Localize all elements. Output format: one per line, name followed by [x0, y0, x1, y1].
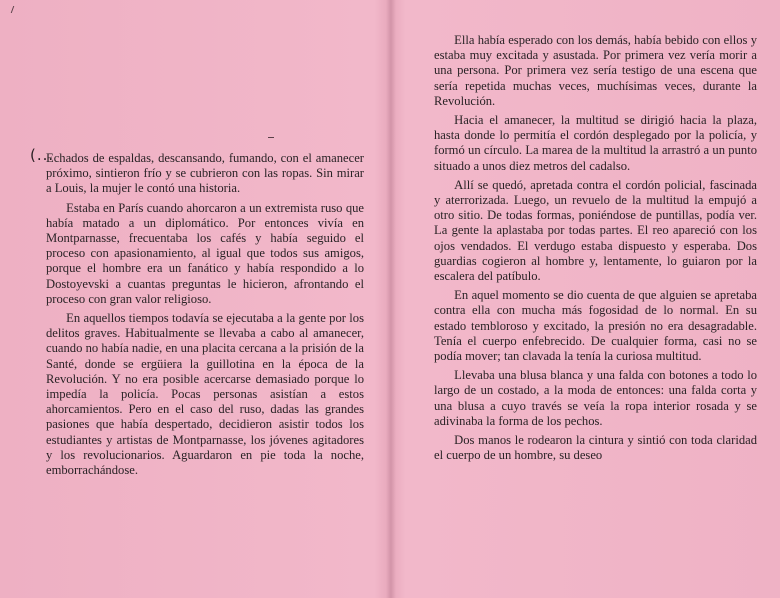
pencil-mark — [11, 6, 20, 13]
right-paragraph-2: Hacia el amanecer, la multitud se dirigió hacia la plaza, hasta donde lo permitía el cordón desplegado por la policía, y formó un círculo. La marea de la multitud la arrastró a un punto situado a unos diez metros del cadalso. — [434, 113, 757, 173]
book-gutter — [386, 0, 396, 598]
right-paragraph-4: En aquel momento se dio cuenta de que alguien se apretaba contra ella con mucha más fogosidad de lo normal. En su estado tembloroso y excitado, la presión no era desagradable. Tenía el cuerpo enfebrecido. De cualquier forma, casi no se podía mover; tan clavada la tenía la curiosa multitud. — [434, 288, 757, 364]
left-paragraph-2: Estaba en París cuando ahorcaron a un extremista ruso que había matado a un diplomático. Por entonces vivía en Montparnasse, frecuentaba los cafés y había seguido el proceso con apasionamiento, al igual que todos sus amigos, porque el hombre era un fanático y había respondido a lo Dostoyevski a cuantas preguntas le hicieron, afrontando el proceso con gran valor religioso. — [46, 200, 364, 306]
left-paragraph-3: En aquellos tiempos todavía se ejecutaba a la gente por los delitos graves. Habitualmente se llevaba a cabo al amanecer, cuando no había nadie, en una placita cercana a la prisión de la Santé, donde se ergüiera la guillotina en la época de la Revolución. Y no era posible acercarse demasiado porque lo impedía la policía. Pocas personas asistían a estos ahorcamientos. Pero en el caso del ruso, dadas las grandes pasiones que había despertado, decidieron asistir todos los estudiantes y artistas de Montparnasse, los jóvenes agitadores y los revolucionarios. Aguardaron en pie toda la noche, emborrachándose. — [46, 311, 364, 478]
right-paragraph-1: Ella había esperado con los demás, había bebido con ellos y estaba muy excitada y asustada. Por primera vez vería morir a una persona. Por primera vez sería testigo de una escena que sería repetida muchas veces, muchísimas veces, durante la Revolución. — [434, 33, 757, 108]
right-page — [434, 33, 757, 467]
handwritten-note: (... — [30, 146, 55, 164]
left-page — [46, 151, 364, 482]
right-paragraph-3: Allí se quedó, apretada contra el cordón policial, fascinada y aterrorizada. Luego, un revuelo de la multitud la empujó a otro sitio. De todas formas, poniéndose de puntillas, podía ver. La gente la aplastaba por todas partes. El reo apareció con los ojos vendados. El verdugo estaba dispuesto y esperaba. Dos guardias cogieron al hombre y, lentamente, lo guiaron por la escalera del patíbulo. — [434, 177, 757, 284]
right-paragraph-6: Dos manos le rodearon la cintura y sintió con toda claridad el cuerpo de un hombre, su deseo — [434, 433, 757, 463]
right-paragraph-5: Llevaba una blusa blanca y una falda con botones a todo lo largo de un costado, a la moda de entonces: una falda corta y una blusa a cuyo través se veía la ropa interior rosada y se adivinaba la forma de los pechos. — [434, 368, 757, 428]
left-paragraph-1: Echados de espaldas, descansando, fumando, con el amanecer próximo, sintieron frío y se cubrieron con las ropas. Sin mirar a Louis, la mujer le contó una historia. — [46, 151, 364, 196]
pencil-dash — [268, 137, 274, 138]
